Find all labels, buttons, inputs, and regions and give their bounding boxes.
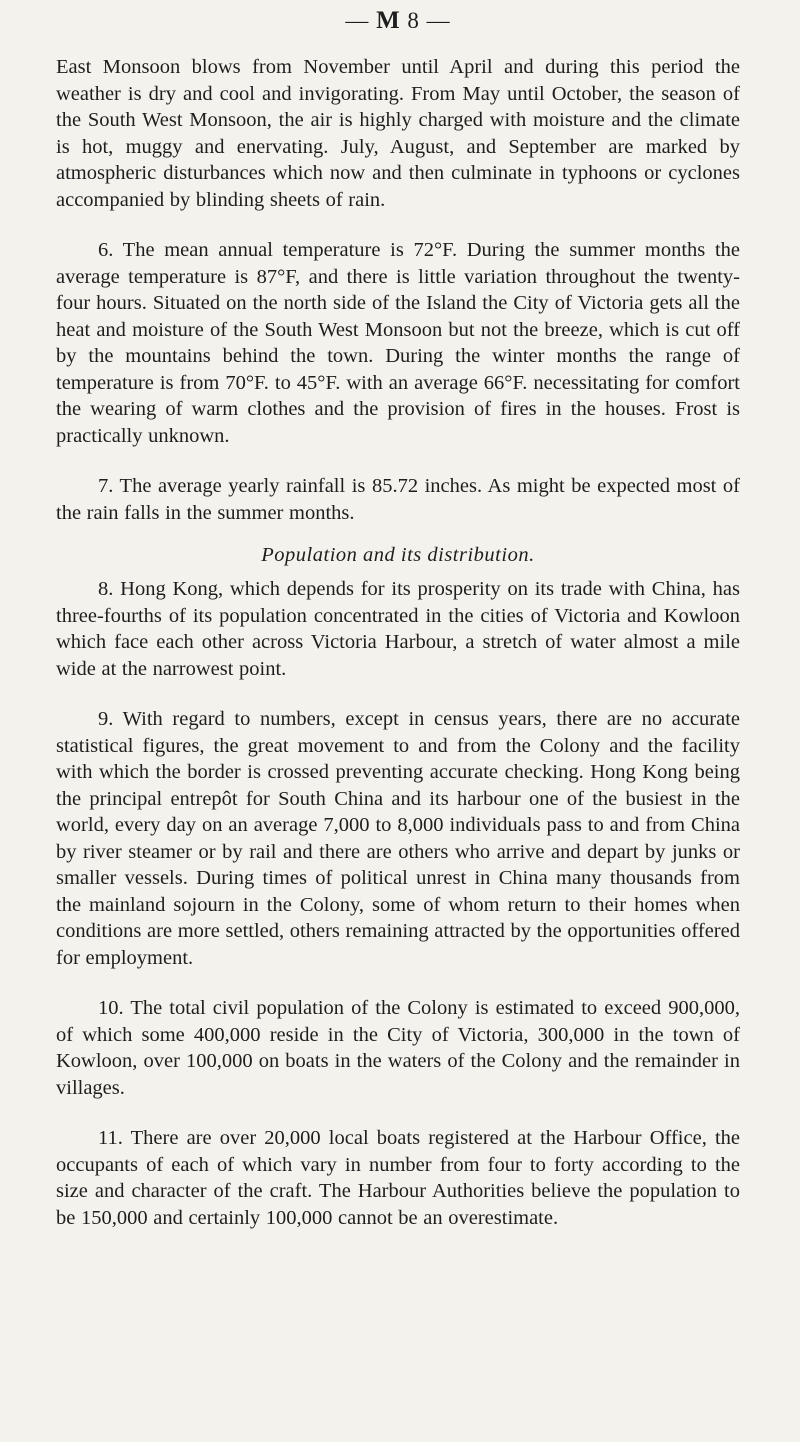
page-number: 8 — <box>400 8 451 33</box>
paragraph-6: 6. The mean annual temperature is 72°F. During the summer months the average temperature is 87°F, and there is little variation throughout the twenty-four hours. Situated on the north side of the Island the City of Victoria gets all the heat and moisture of the South West Monsoon but not the breeze, which is cut off by the mountains behind the town. During the winter months the range of temperature is from 70°F. to 45°F. with an average 66°F. necessitating for comfort the wearing of warm clothes and the provision of fires in the houses. Frost is practically unknown. <box>56 239 740 447</box>
page-code: M <box>376 7 401 34</box>
paragraph-intro: East Monsoon blows from November until April and during this period the weather is dry and cool and invigorating. From May until October, the season of the South West Monsoon, the air is highly charged with moisture and the climate is hot, muggy and enervating. July, August, and September are marked by atmospheric disturbances which now and then culminate in typhoons or cyclones accompanied by blinding sheets of rain. <box>56 56 740 211</box>
paragraph-11: 11. There are over 20,000 local boats registered at the Harbour Office, the occupants of each of which vary in number from four to forty according to the size and character of the craft. The Harbour Authorities believe the population to be 150,000 and certainly 100,000 cannot be an overestimate. <box>56 1127 740 1229</box>
header-dash-left: — <box>345 8 377 33</box>
section-heading: Population and its distribution. <box>261 544 535 566</box>
paragraph-10: 10. The total civil population of the Colony is estimated to exceed 900,000, of which some 400,000 reside in the City of Victoria, 300,000 in the town of Kowloon, over 100,000 on boats in the waters of the Colony and the remainder in villages. <box>56 997 740 1099</box>
paragraph-7: 7. The average yearly rainfall is 85.72 inches. As might be expected most of the rain falls in the summer months. <box>56 475 740 524</box>
paragraph-8: 8. Hong Kong, which depends for its prosperity on its trade with China, has three-fourths of its population concentrated in the cities of Victoria and Kowloon which face each other across Victoria Harbour, a stretch of water almost a mile wide at the narrowest point. <box>56 578 740 680</box>
paragraph-9: 9. With regard to numbers, except in census years, there are no accurate statistical figures, the great movement to and from the Colony and the facility with which the border is crossed preventing accurate checking. Hong Kong being the principal entrepôt for South China and its harbour one of the busiest in the world, every day on an average 7,000 to 8,000 individuals pass to and from China by river steamer or by rail and there are others who arrive and depart by junks or smaller vessels. During times of political unrest in China many thousands from the mainland sojourn in the Colony, some of whom return to their homes when conditions are more settled, others remaining attracted by the opportunities offered for employment. <box>56 708 740 969</box>
page-header <box>56 0 740 54</box>
